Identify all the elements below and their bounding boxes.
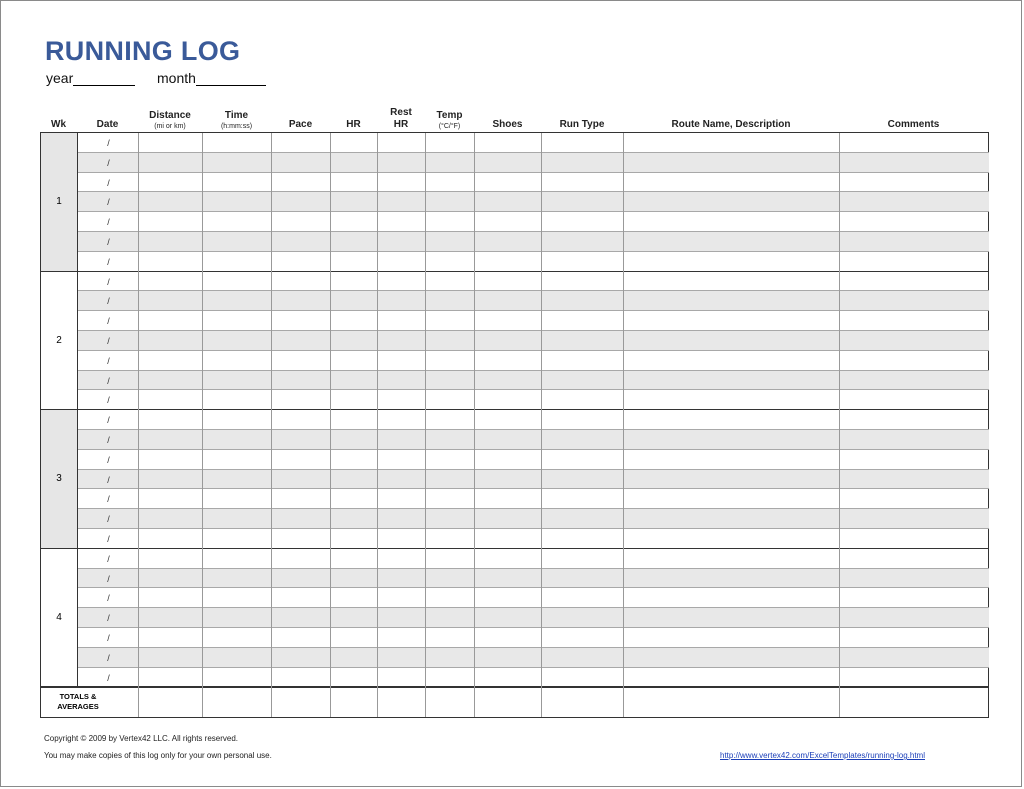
column-header-11 — [839, 119, 988, 131]
log-row[interactable] — [78, 569, 989, 589]
column-divider — [474, 133, 475, 717]
log-row[interactable] — [78, 588, 989, 608]
year-field[interactable] — [73, 71, 135, 86]
week-cell-2: 2 — [41, 272, 78, 411]
totals-label: TOTALS & AVERAGES — [57, 692, 99, 712]
column-divider — [425, 133, 426, 717]
column-divider — [623, 133, 624, 717]
date-slash: / — [107, 375, 110, 386]
date-slash: / — [107, 355, 110, 366]
log-row[interactable] — [78, 628, 989, 648]
column-header-9 — [541, 119, 623, 131]
column-header-unit: (mi or km) — [154, 123, 186, 130]
date-slash: / — [107, 138, 110, 148]
log-row[interactable] — [78, 351, 989, 371]
date-slash: / — [107, 573, 110, 584]
log-row[interactable] — [78, 648, 989, 668]
date-slash: / — [107, 415, 110, 426]
log-row[interactable] — [78, 272, 989, 292]
date-slash: / — [107, 237, 110, 247]
copyright-text: Copyright © 2009 by Vertex42 LLC. All rights reserved. — [44, 734, 238, 743]
log-row[interactable] — [78, 173, 989, 193]
log-row[interactable] — [78, 410, 989, 430]
log-table — [40, 132, 989, 718]
log-row[interactable] — [78, 450, 989, 470]
column-header-label: Wk — [51, 119, 66, 130]
log-row[interactable] — [78, 291, 989, 311]
log-row[interactable] — [78, 252, 989, 272]
log-row[interactable] — [78, 331, 989, 351]
date-slash: / — [107, 316, 110, 327]
column-header-label: Comments — [887, 119, 940, 130]
date-slash: / — [107, 494, 110, 505]
log-row[interactable] — [78, 529, 989, 549]
column-header-label: Route Name, Description — [671, 119, 791, 130]
log-row[interactable] — [78, 371, 989, 391]
column-header-8 — [474, 119, 541, 131]
date-slash: / — [107, 197, 110, 208]
column-header-6 — [377, 107, 425, 131]
log-row[interactable] — [78, 509, 989, 529]
date-slash: / — [107, 276, 110, 287]
column-header-label: Pace — [288, 119, 313, 130]
date-slash: / — [107, 514, 110, 525]
column-header-unit: (°C/°F) — [438, 123, 461, 130]
log-row[interactable] — [78, 470, 989, 490]
column-header-label: Time — [224, 110, 249, 121]
log-row[interactable] — [78, 390, 989, 410]
log-row[interactable] — [78, 232, 989, 252]
log-row[interactable] — [78, 489, 989, 509]
log-row[interactable] — [78, 668, 989, 688]
date-slash: / — [107, 435, 110, 445]
date-slash: / — [107, 336, 110, 346]
week-cell-4: 4 — [41, 549, 78, 688]
column-divider — [138, 133, 139, 717]
date-slash: / — [107, 633, 110, 643]
column-header-row — [1, 101, 1024, 133]
column-header-5 — [330, 119, 377, 131]
log-row[interactable] — [78, 311, 989, 331]
usage-text: You may make copies of this log only for your own personal use. — [44, 751, 272, 760]
column-header-label: Run Type — [559, 119, 605, 130]
column-divider — [202, 133, 203, 717]
date-slash: / — [107, 553, 110, 564]
date-slash: / — [107, 593, 110, 604]
column-header-label: Date — [96, 119, 119, 130]
column-header-label: Shoes — [492, 119, 523, 130]
column-header-2 — [138, 110, 202, 131]
column-header-7 — [425, 110, 474, 131]
log-row[interactable] — [78, 608, 989, 628]
vertex42-link-container — [720, 751, 925, 760]
log-row[interactable] — [78, 430, 989, 450]
log-row[interactable] — [78, 133, 989, 153]
year-month-fields — [46, 70, 266, 86]
column-header-1 — [77, 119, 138, 131]
log-row[interactable] — [78, 153, 989, 173]
date-slash: / — [107, 652, 110, 663]
week-cell-1: 1 — [41, 133, 78, 272]
column-header-unit: (h:mm:ss) — [220, 123, 253, 130]
column-header-3 — [202, 110, 271, 131]
date-slash: / — [107, 474, 110, 485]
log-row[interactable] — [78, 212, 989, 232]
column-divider — [271, 133, 272, 717]
log-row[interactable] — [78, 192, 989, 212]
date-slash: / — [107, 177, 110, 188]
date-slash: / — [107, 157, 110, 168]
totals-row — [41, 687, 988, 716]
month-label: month — [157, 70, 196, 86]
date-slash: / — [107, 256, 110, 267]
column-header-label: Distance — [149, 110, 191, 121]
date-slash: / — [107, 672, 110, 683]
week-cell-3: 3 — [41, 410, 78, 549]
date-slash: / — [107, 454, 110, 465]
page-title: RUNNING LOG — [45, 36, 241, 66]
column-header-label: HR — [346, 119, 361, 130]
date-slash: / — [107, 217, 110, 228]
column-divider — [377, 133, 378, 717]
column-header-0 — [40, 119, 77, 131]
date-slash: / — [107, 613, 110, 624]
column-divider — [330, 133, 331, 717]
column-header-label: Temp — [436, 110, 463, 121]
column-header-4 — [271, 119, 330, 131]
date-slash: / — [107, 534, 110, 544]
log-row[interactable] — [78, 549, 989, 569]
year-label: year — [46, 70, 74, 86]
column-divider — [541, 133, 542, 717]
date-slash: / — [107, 395, 110, 406]
column-header-label: Rest HR — [390, 107, 412, 130]
column-divider — [839, 133, 840, 717]
month-field[interactable] — [196, 71, 266, 86]
date-slash: / — [107, 296, 110, 307]
vertex42-link[interactable]: http://www.vertex42.com/ExcelTemplates/running-log.html — [720, 751, 925, 760]
column-header-10 — [623, 119, 839, 131]
